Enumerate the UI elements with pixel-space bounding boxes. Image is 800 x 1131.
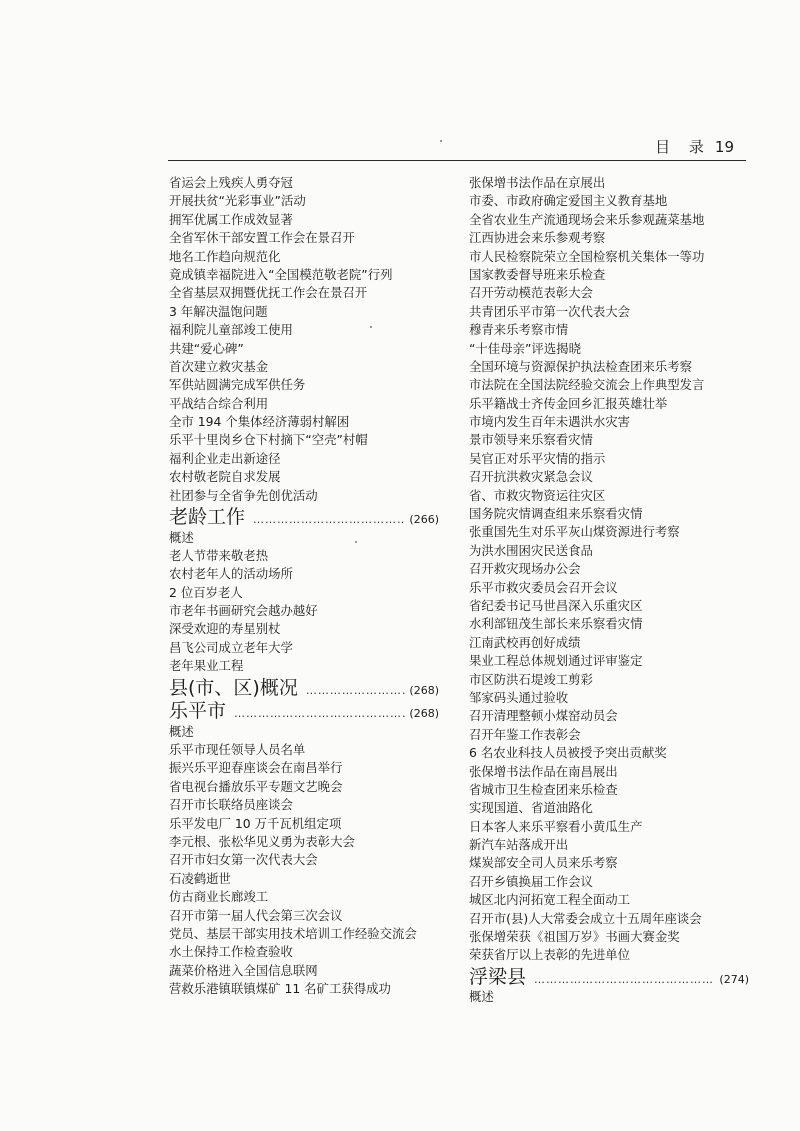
toc-entry: 张重国先生对乐平灰山煤资源进行考察: [469, 524, 680, 540]
header-title-wrap: [655, 136, 734, 157]
section-page-number: (268): [409, 683, 439, 697]
toc-entry: 新汽车站落成开出: [469, 837, 569, 853]
toc-entry: 召开清理整顿小煤窑动员会: [469, 708, 618, 724]
toc-entry: 福利院儿童部竣工使用: [169, 322, 293, 338]
toc-entry: 6 名农业科技人员被授予突出贡献奖: [469, 745, 667, 761]
toc-entry: 乐平十里岗乡仓下村摘下“空壳”村帽: [169, 432, 368, 448]
toc-entry: 共青团乐平市第一次代表大会: [469, 303, 631, 319]
toc-entry: 概述: [169, 529, 194, 545]
scan-speck: [440, 140, 442, 142]
toc-entry: 竟成镇幸福院进入“全国模范敬老院”行列: [169, 266, 393, 282]
toc-section-heading: [169, 700, 439, 723]
toc-entry: 市人民检察院荣立全国检察机关集体一等功: [469, 248, 705, 264]
toc-entry: 3 年解决温饱问题: [169, 303, 268, 319]
toc-entry: 水土保持工作检查验收: [169, 944, 293, 960]
toc-entry: 开展扶贫“光彩事业”活动: [169, 193, 306, 209]
toc-entry: 国务院灾情调查组来乐察看灾情: [469, 506, 643, 522]
toc-entry: 昌飞公司成立老年大学: [169, 639, 293, 655]
toc-entry: 城区北内河拓宽工程全面动工: [469, 892, 631, 908]
toc-entry: 市老年书画研究会越办越好: [169, 603, 318, 619]
toc-entry: 召开救灾现场办公会: [469, 561, 581, 577]
toc-entry: 江西协进会来乐参观考察: [469, 230, 606, 246]
toc-entry: 全省农业生产流通现场会来乐参观蔬菜基地: [469, 211, 705, 227]
toc-entry: 老年果业工程: [169, 658, 244, 674]
toc-entry: 乐平市救灾委员会召开会议: [469, 579, 618, 595]
toc-entry: 景市领导来乐察看灾情: [469, 432, 593, 448]
toc-entry: 李元根、张松华见义勇为表彰大会: [169, 834, 355, 849]
toc-entry: 召开市第一届人代会第三次会议: [169, 907, 343, 923]
toc-entry: 省、市救灾物资运往灾区: [469, 487, 606, 503]
section-title: 县(市、区)概况: [169, 676, 298, 699]
scan-speck: [370, 326, 372, 328]
toc-entry: 省电视台播放乐平专题文艺晚会: [169, 778, 343, 794]
toc-entry: 果业工程总体规划通过评审鉴定: [469, 653, 643, 669]
toc-entry: 深受欢迎的寿星别杖: [169, 621, 281, 637]
toc-entry: 全国环境与资源保护执法检查团来乐考察: [469, 358, 693, 374]
toc-entry: 省运会上残疾人勇夺冠: [169, 175, 293, 190]
toc-entry: 全省军休干部安置工作会在景召开: [169, 230, 355, 246]
toc-entry: 召开市妇女第一次代表大会: [169, 852, 318, 868]
toc-entry: 共建“爱心碑”: [169, 340, 244, 356]
toc-entry: 军供站圆满完成军供任务: [169, 377, 306, 393]
dot-leader: [253, 509, 405, 532]
header-title: 目 录: [655, 138, 711, 156]
toc-entry: 石凌鹤逝世: [169, 870, 231, 886]
header-rule: [168, 160, 746, 161]
toc-entry: 国家教委督导班来乐检查: [469, 266, 606, 282]
toc-entry: 省纪委书记马世昌深入乐重灾区: [469, 597, 643, 613]
toc-entry: 日本客人来乐平察看小黄瓜生产: [469, 818, 643, 834]
toc-entry: 农村老年人的活动场所: [169, 566, 293, 582]
toc-entry: 概述: [169, 723, 194, 739]
toc-entry: 召开市(县)人大常委会成立十五周年座谈会: [469, 910, 702, 926]
toc-entry: 拥军优属工作成效显著: [169, 211, 293, 227]
toc-entry: 实现国道、省道油路化: [469, 800, 593, 816]
toc-entry: 农村敬老院自求发展: [169, 469, 281, 485]
header-page-number: 19: [714, 138, 734, 156]
toc-entry: 市法院在全国法院经验交流会上作典型发言: [469, 377, 705, 393]
toc-entry: 邹家码头通过验收: [469, 689, 569, 705]
toc-entry: 首次建立救灾基金: [169, 358, 269, 374]
toc-entry: 省城市卫生检查团来乐检查: [469, 781, 618, 797]
toc-entry: 召开市长联络员座谈会: [169, 797, 293, 813]
toc-entry: 江南武校再创好成绩: [469, 634, 581, 650]
section-title: 老龄工作: [169, 506, 246, 529]
toc-entry: 召开劳动模范表彰大会: [469, 285, 593, 301]
dot-leader: [306, 680, 406, 703]
toc-entry: 振兴乐平迎春座谈会在南昌举行: [169, 760, 343, 776]
toc-entry: 煤炭部安全司人员来乐考察: [469, 855, 618, 871]
toc-entry: 营救乐港镇联镇煤矿 11 名矿工获得成功: [169, 981, 391, 997]
toc-entry: 全省基层双拥暨优抚工作会在景召开: [169, 285, 368, 301]
toc-entry: 平战结合综合利用: [169, 395, 269, 411]
toc-entry: 蔬菜价格进入全国信息联网: [169, 962, 318, 978]
section-title: 乐平市: [169, 700, 227, 723]
toc-entry: 荣获省厅以上表彰的先进单位: [469, 947, 631, 963]
toc-entry: 水利部钮茂生部长来乐察看灾情: [469, 616, 643, 632]
dot-leader: [234, 703, 405, 726]
section-page-number: (266): [409, 513, 439, 527]
toc-entry: 市委、市政府确定爱国主义教育基地: [469, 193, 668, 209]
toc-entry: 张保增书法作品在南昌展出: [469, 763, 618, 779]
toc-entry: 张保增荣获《祖国万岁》书画大赛金奖: [469, 929, 680, 945]
toc-entry: 吴官正对乐平灾情的指示: [469, 450, 606, 466]
toc-entry: 乐平市现任领导人员名单: [169, 742, 306, 758]
toc-entry: 市境内发生百年未遇洪水灾害: [469, 414, 631, 430]
toc-entry: 市区防洪石堤竣工剪彩: [469, 671, 593, 687]
toc-section-heading: [469, 966, 749, 989]
toc-entry: 老人节带来敬老热: [169, 547, 269, 563]
section-title: 浮梁县: [469, 965, 527, 988]
toc-entry: 全市 194 个集体经济薄弱村解困: [169, 414, 350, 430]
toc-entry: 张保增书法作品在京展出: [469, 175, 606, 190]
toc-entry: 召开年鉴工作表彰会: [469, 726, 581, 742]
toc-entry: 概述: [469, 989, 494, 1005]
toc-section-heading: [169, 677, 439, 700]
toc-entry: “十佳母亲”评选揭晓: [469, 340, 581, 356]
toc-entry: 乐平籍战士齐传金回乡汇报英雄壮举: [469, 395, 668, 411]
toc-entry: 社团参与全省争先创优活动: [169, 487, 318, 503]
toc-entry: 为洪水围困灾民送食品: [469, 542, 593, 558]
toc-entry: 召开抗洪救灾紧急会议: [469, 469, 593, 485]
toc-left-column: [169, 174, 459, 999]
page-header: [168, 136, 748, 160]
toc-entry: 党员、基层干部实用技术培训工作经验交流会: [169, 925, 417, 941]
toc-entry: 2 位百岁老人: [169, 584, 243, 600]
toc-right-column: [469, 174, 759, 1007]
scan-speck: [355, 541, 357, 543]
toc-entry: 穆青来乐考察市情: [469, 322, 569, 338]
section-page-number: (268): [409, 707, 439, 721]
toc-entry: 乐平发电厂 10 万千瓦机组定项: [169, 815, 342, 831]
section-page-number: (274): [719, 972, 749, 986]
toc-entry: 召开乡镇换届工作会议: [469, 873, 593, 889]
toc-entry: 地名工作趋向规范化: [169, 248, 281, 264]
toc-entry: 仿古商业长廊竣工: [169, 889, 269, 905]
toc-section-heading: [169, 506, 439, 529]
dot-leader: [534, 969, 715, 992]
toc-entry: 福利企业走出新途径: [169, 450, 281, 466]
